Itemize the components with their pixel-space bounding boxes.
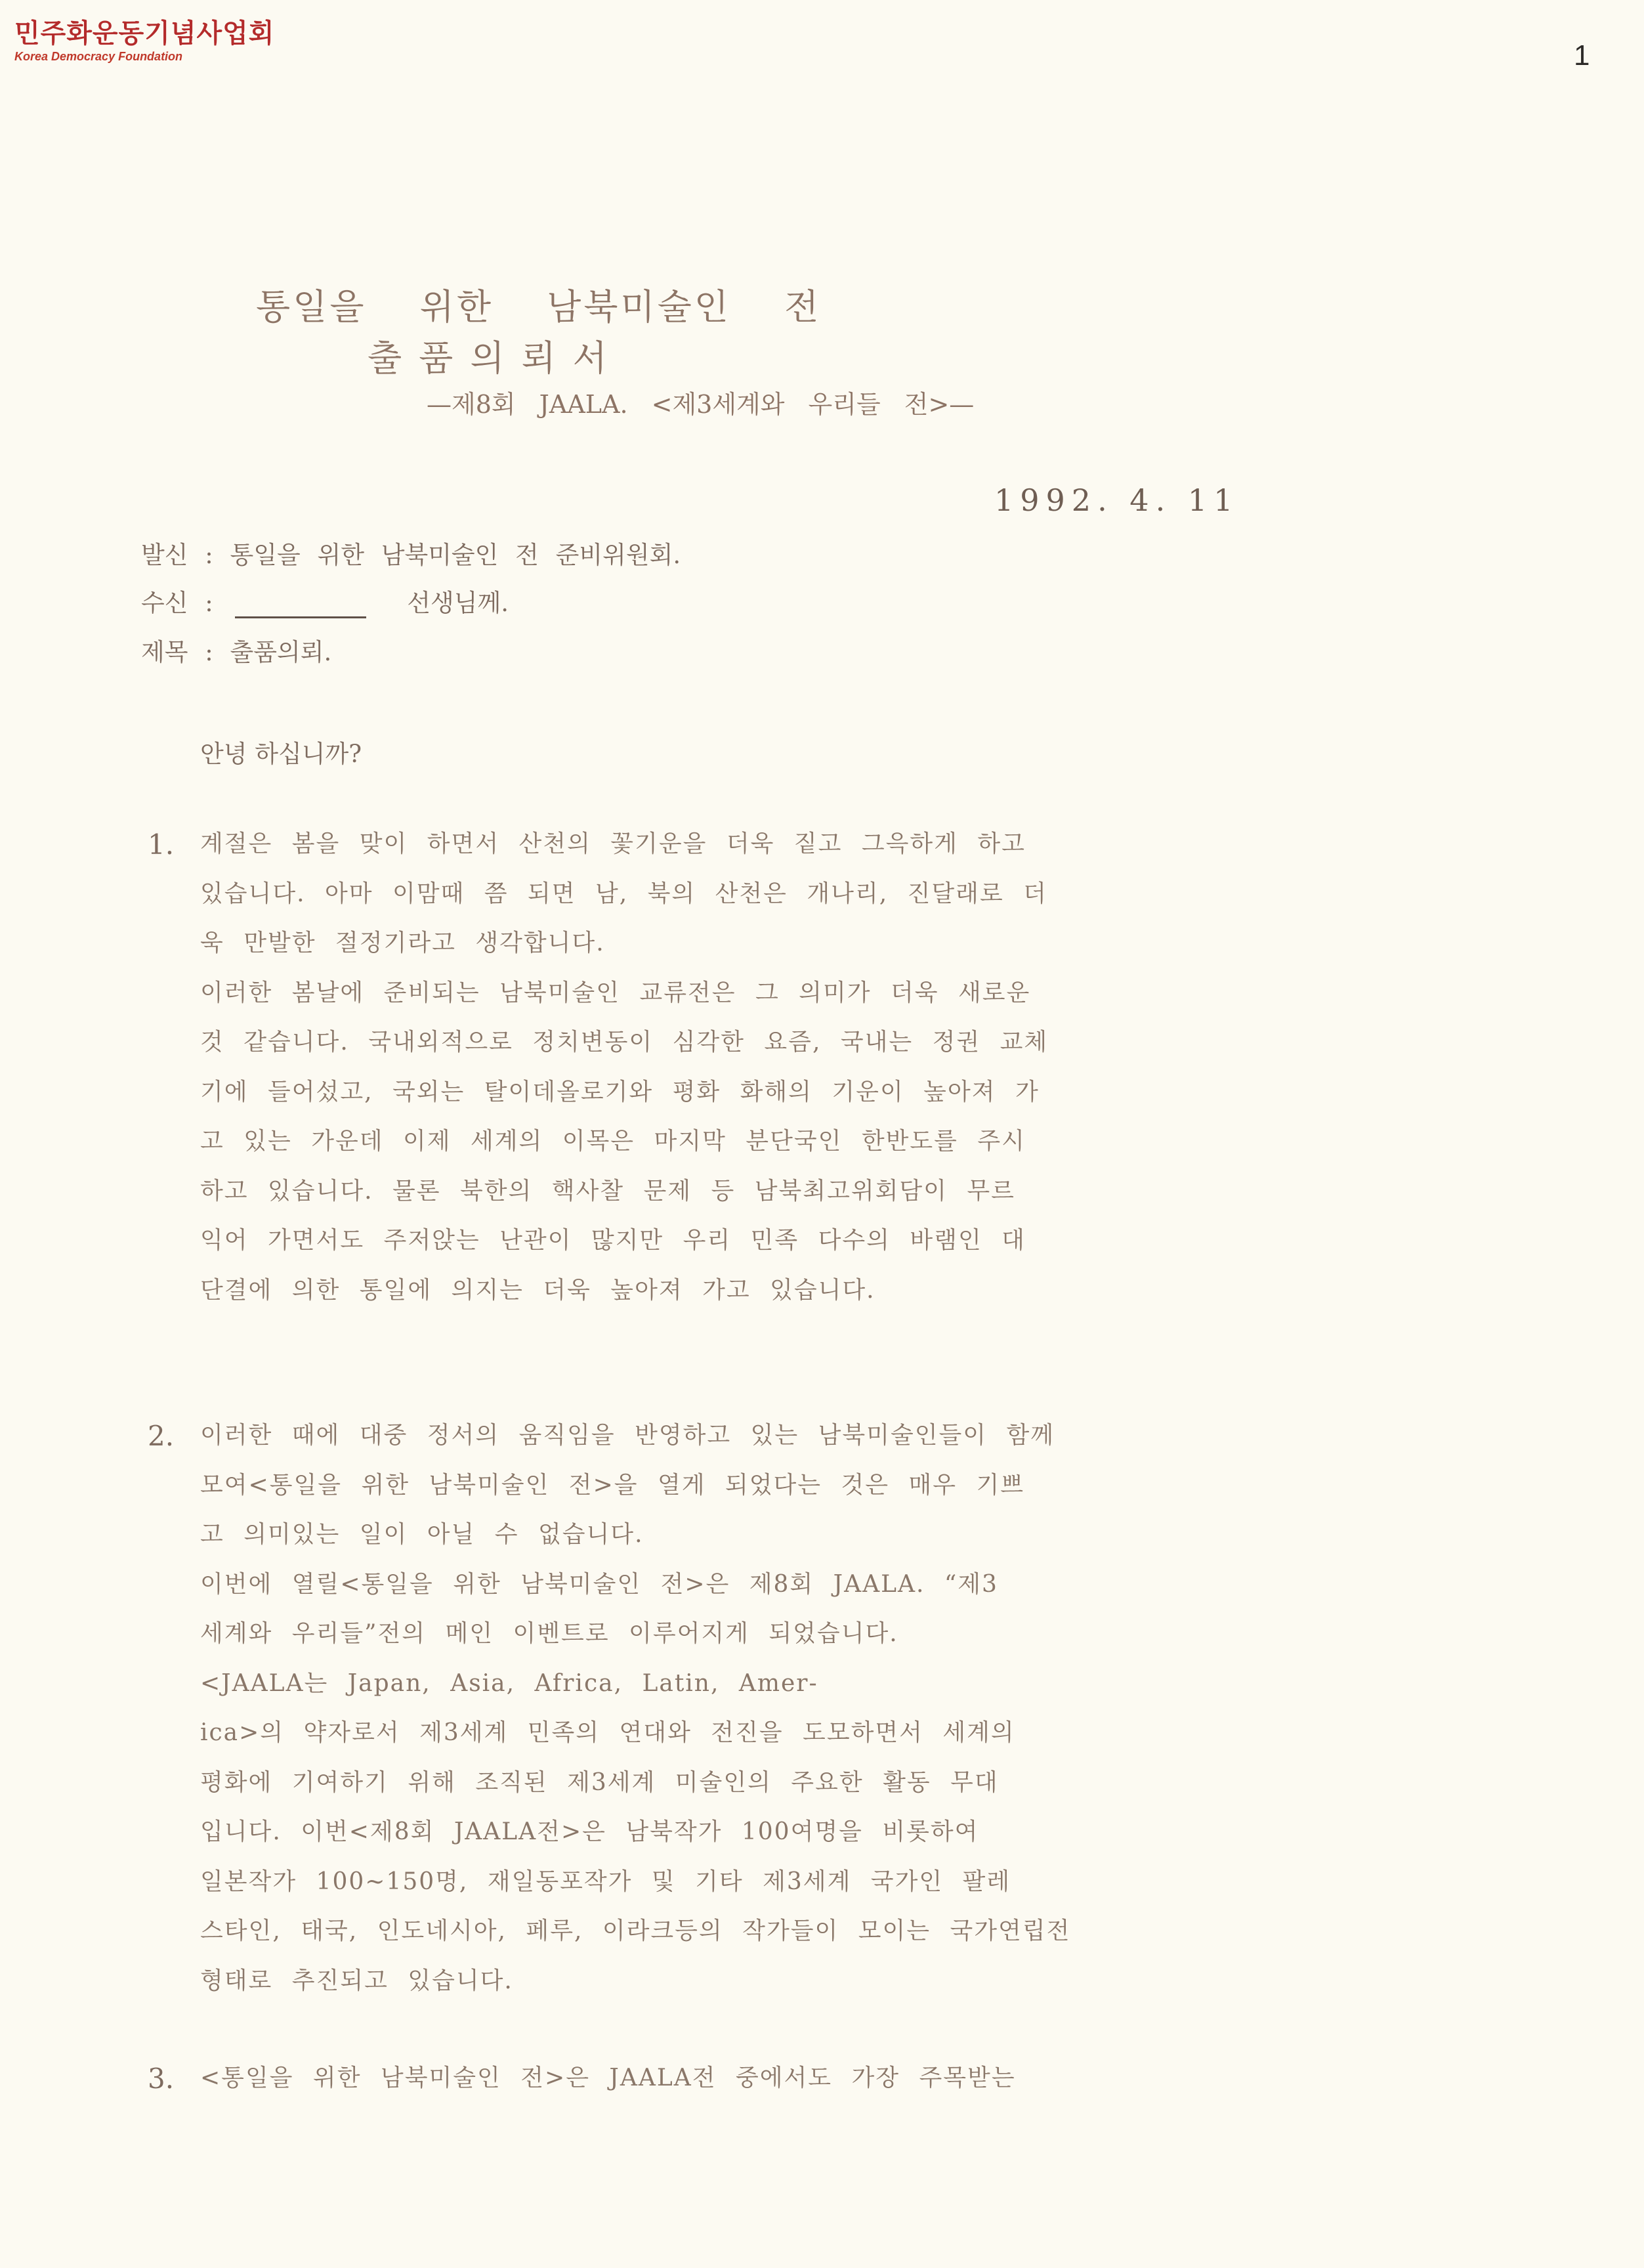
paragraph-line: 일본작가 100~150명, 재일동포작가 및 기타 제3세계 국가인 팔레	[200, 1868, 1011, 1895]
paragraph-line: 욱 만발한 절정기라고 생각합니다.	[200, 930, 605, 956]
paragraph-number: 1.	[148, 828, 175, 861]
paragraph-line: 세계와 우리들”전의 메인 이벤트로 이루어지게 되었습니다.	[200, 1620, 898, 1647]
document-date: 1992. 4. 11	[994, 482, 1240, 518]
recipient-suffix: 선생님께.	[407, 589, 509, 617]
paragraph-number: 3.	[148, 2063, 175, 2095]
recipient-line	[141, 583, 509, 618]
paragraph-number: 2.	[148, 1420, 175, 1452]
paragraph-line: 이번에 열릴<통일을 위한 남북미술인 전>은 제8회 JAALA. “제3	[200, 1570, 998, 1598]
paragraph-line: 계절은 봄을 맞이 하면서 산천의 꽃기운을 더욱 짙고 그윽하게 하고	[200, 830, 1026, 857]
paragraph-line: 기에 들어섰고, 국외는 탈이데올로기와 평화 화해의 기운이 높아져 가	[200, 1078, 1040, 1105]
document-title-line2: 출품의뢰서	[368, 337, 624, 379]
paragraph-line: <통일을 위한 남북미술인 전>은 JAALA전 중에서도 가장 주목받는	[200, 2065, 1016, 2091]
recipient-label: 수신 :	[141, 589, 213, 617]
paragraph-line: 이러한 때에 대중 정서의 움직임을 반영하고 있는 남북미술인들이 함께	[200, 1422, 1055, 1449]
recipient-blank	[235, 593, 366, 618]
paragraph-line: 익어 가면서도 주저앉는 난관이 많지만 우리 민족 다수의 바램인 대	[200, 1227, 1026, 1254]
subject-line: 제목 : 출품의뢰.	[141, 638, 332, 666]
paragraph-line: 고 의미있는 일이 아닐 수 없습니다.	[200, 1521, 644, 1548]
document-subtitle: —제8회 JAALA. <제3세계와 우리들 전>—	[427, 390, 975, 419]
paragraph-line: <JAALA는 Japan, Asia, Africa, Latin, Amer-	[200, 1669, 818, 1697]
paragraph-line: 모여<통일을 위한 남북미술인 전>을 열게 되었다는 것은 매우 기쁘	[200, 1471, 1025, 1499]
foundation-logo	[14, 18, 274, 64]
paragraph-line: 스타인, 태국, 인도네시아, 페루, 이라크등의 작가들이 모이는 국가연립전	[200, 1917, 1071, 1944]
paragraph-line: 고 있는 가운데 이제 세계의 이목은 마지막 분단국인 한반도를 주시	[200, 1128, 1026, 1155]
paragraph-line: 있습니다. 아마 이맘때 쯤 되면 남, 북의 산천은 개나리, 진달래로 더	[200, 880, 1047, 907]
greeting: 안녕 하십니까?	[200, 740, 362, 768]
paragraph-line: ica>의 약자로서 제3세계 민족의 연대와 전진을 도모하면서 세계의	[200, 1719, 1015, 1746]
paragraph-line: 하고 있습니다. 물론 북한의 핵사찰 문제 등 남북최고위회담이 무르	[200, 1177, 1015, 1205]
logo-english-text: Korea Democracy Foundation	[14, 50, 183, 63]
paragraph-line: 이러한 봄날에 준비되는 남북미술인 교류전은 그 의미가 더욱 새로운	[200, 979, 1031, 1006]
paragraph-line: 입니다. 이번<제8회 JAALA전>은 남북작가 100여명을 비롯하여	[200, 1818, 979, 1845]
document-title: 통일을 위한 남북미술인 전	[256, 286, 822, 328]
logo-korean-text: 민주화운동기념사업회	[14, 18, 275, 49]
paragraph-line: 평화에 기여하기 위해 조직된 제3세계 미술인의 주요한 활동 무대	[200, 1768, 999, 1796]
sender-line: 발신 : 통일을 위한 남북미술인 전 준비위원회.	[141, 541, 681, 569]
page-number: 1	[1574, 39, 1590, 72]
paragraph-line: 단결에 의한 통일에 의지는 더욱 높아져 가고 있습니다.	[200, 1276, 875, 1304]
paragraph-line: 형태로 추진되고 있습니다.	[200, 1967, 513, 1994]
paragraph-line: 것 같습니다. 국내외적으로 정치변동이 심각한 요즘, 국내는 정권 교체	[200, 1029, 1049, 1056]
